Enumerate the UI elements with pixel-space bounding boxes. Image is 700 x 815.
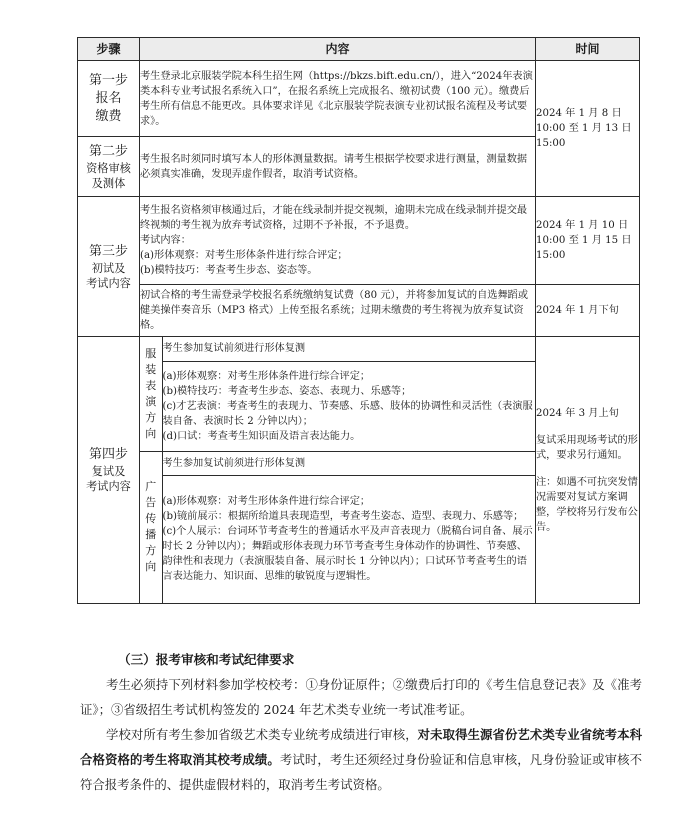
step4-content xyxy=(140,337,536,604)
step3-cell xyxy=(78,197,140,337)
fashion-line: (d)口试：考查考生知识面及语言表达能力。 xyxy=(162,430,361,442)
step2-title: 第二步 xyxy=(88,143,128,159)
step4-time-c: 注：如遇不可抗突发情况需要对复试方案调整，学校将另行发布公告。 xyxy=(536,476,638,533)
step4-sub-1: 考试内容 xyxy=(86,480,131,493)
admission-steps-table xyxy=(77,37,640,604)
ad-line: (b)镜前展示：根据所给道具表现造型，考查考生姿态、造型、表现力、乐感等； xyxy=(162,511,524,523)
fashion-label-char: 向 xyxy=(145,426,157,440)
step3-title: 第三步 xyxy=(88,243,128,259)
fashion-label-char: 装 xyxy=(145,362,157,376)
step4-cell xyxy=(78,337,140,604)
fashion-head: 考生参加复试前须进行形体复测 xyxy=(162,337,535,361)
step4-time-a: 2024 年 3 月上旬 xyxy=(536,407,619,419)
step3-content-c: (a)形体观察：对考生形体条件进行综合评定； xyxy=(140,250,348,261)
fashion-line: (b)模特技巧：考查考生步态、姿态、表现力、乐感等； xyxy=(162,385,412,397)
ad-line: (c)个人展示：台词环节考查考生的普通话水平及声音表现力（脱稿台词自备、展示时长 2 分钟以内）；舞蹈或形体表现力环节考查考生身体动作的协调性、节奏感、韵律性和表现力（表演服装自备、展示时长 1 分钟以内）；口试环节考查考生的语言表达能力、知识面、思维的敏锐度与逻辑性。 xyxy=(162,526,533,583)
step1-cell xyxy=(78,61,140,137)
step3-content-a: 考生报名资格须审核通过后，才能在线录制并提交视频，逾期未完成在线录制并提交最终视频的考生视为放弃考试资格，过期不予补报，不予退费。 xyxy=(140,205,528,231)
section-paragraph-1: 考生必须持下列材料参加学校校考：①身份证原件；②缴费后打印的《考生信息登记表》及《准考证》；③省级招生考试机构签发的 2024 年艺术类专业统一考试准考证。 xyxy=(80,677,642,717)
header-content: 内容 xyxy=(140,38,536,61)
step2-content: 考生报名时须同时填写本人的形体测量数据。请考生根据学校要求进行测量，测量数据必须真实准确，发现弄虚作假者，取消考试资格。 xyxy=(140,137,536,197)
section-heading: （三）报考审核和考试纪律要求 xyxy=(118,652,295,667)
ad-body xyxy=(162,475,535,603)
step2-sub-1: 及测体 xyxy=(91,176,126,190)
step4-title: 第四步 xyxy=(88,447,128,462)
header-step: 步骤 xyxy=(78,38,140,61)
step3-content-e: 初试合格的考生需登录学校报名系统缴纳复试费（80 元），并将参加复试的自选舞蹈或健美操伴奏音乐（MP3 格式）上传至报名系统；过期未缴费的考生将视为放弃复试资格。 xyxy=(140,285,536,337)
table-row xyxy=(78,61,640,137)
step3-sub-0: 初试及 xyxy=(91,261,126,275)
ad-label-char: 广 xyxy=(145,480,157,494)
fashion-line: (a)形体观察：对考生形体条件进行综合评定； xyxy=(162,370,371,382)
ad-direction-label xyxy=(140,451,162,603)
step1-sub-0: 报名 xyxy=(95,90,122,106)
fashion-direction-label xyxy=(140,337,162,451)
fashion-body xyxy=(162,361,535,451)
fashion-label-char: 服 xyxy=(145,346,157,360)
step3-time-b: 2024 年 1 月下旬 xyxy=(536,285,640,337)
fashion-label-char: 演 xyxy=(145,394,157,408)
fashion-line: (c)才艺表演：考查考生的表现力、节奏感、乐感、肢体的协调性和灵活性（表演服装自备、表演时长 2 分钟以内）； xyxy=(162,400,533,427)
table-row xyxy=(78,197,640,285)
section-paragraph-2 xyxy=(80,722,642,797)
fashion-body-row xyxy=(140,361,535,451)
step4-time-b: 复试采用现场考试的形式，要求另行通知。 xyxy=(536,434,638,461)
ad-label-char: 向 xyxy=(145,560,157,574)
step4-inner-table xyxy=(140,337,535,603)
para2-bold: 对未取得生源省份艺术类专业省统考本科合格资格的考生将取消其校考成绩。 xyxy=(80,727,642,767)
fashion-head-row xyxy=(140,337,535,361)
step3-time-a: 2024 年 1 月 10 日 10:00 至 1 月 15 日 15:00 xyxy=(536,197,640,285)
step3-content-b: 考试内容： xyxy=(140,235,191,246)
step4-sub-0: 复试及 xyxy=(91,465,126,478)
step2-cell xyxy=(78,137,140,197)
ad-head-row xyxy=(140,451,535,475)
step1-title: 第一步 xyxy=(88,72,128,88)
step12-time: 2024 年 1 月 8 日 10:00 至 1 月 13 日 15:00 xyxy=(536,61,640,197)
step1-content: 考生登录北京服装学院本科生招生网（https://bkzs.bift.edu.cn/），进入“2024年表演类本科专业考试报名系统入口”，在报名系统上完成报名、缴初试费（100 元）。缴费后考生所有信息不能更改。具体要求详见《北京服装学院表演专业初试报名流程及考试要求》。 xyxy=(140,61,536,137)
ad-head: 考生参加复试前须进行形体复测 xyxy=(162,451,535,475)
fashion-label-char: 方 xyxy=(145,410,157,424)
step2-sub-0: 资格审核 xyxy=(86,161,131,175)
step3-sub-1: 考试内容 xyxy=(86,276,131,290)
step3-content-main xyxy=(140,197,536,285)
ad-label-char: 播 xyxy=(145,528,157,542)
table-row xyxy=(78,285,640,337)
table-header-row xyxy=(78,38,640,61)
ad-label-char: 告 xyxy=(145,496,157,510)
ad-label-char: 传 xyxy=(145,512,157,526)
header-time: 时间 xyxy=(536,38,640,61)
para2-normal-a: 学校对所有考生参加省级艺术类专业统考成绩进行审核， xyxy=(106,727,418,742)
admission-steps-table-wrapper xyxy=(77,37,639,604)
ad-label-char: 方 xyxy=(145,544,157,558)
ad-line: (a)形体观察：对考生形体条件进行综合评定； xyxy=(162,496,371,508)
para2-normal-c: 考试时，考生还须经过身份验证和信息审核，凡身份验证或审核不符合报考条件的、提供虚假材料的，取消考生考试资格。 xyxy=(80,752,643,792)
step4-time xyxy=(536,337,640,604)
step3-content-d: (b)模特技巧：考查考生步态、姿态等。 xyxy=(140,265,318,276)
step1-sub-1: 缴费 xyxy=(95,108,122,124)
ad-body-row xyxy=(140,475,535,603)
table-row xyxy=(78,337,640,604)
fashion-label-char: 表 xyxy=(145,378,157,392)
